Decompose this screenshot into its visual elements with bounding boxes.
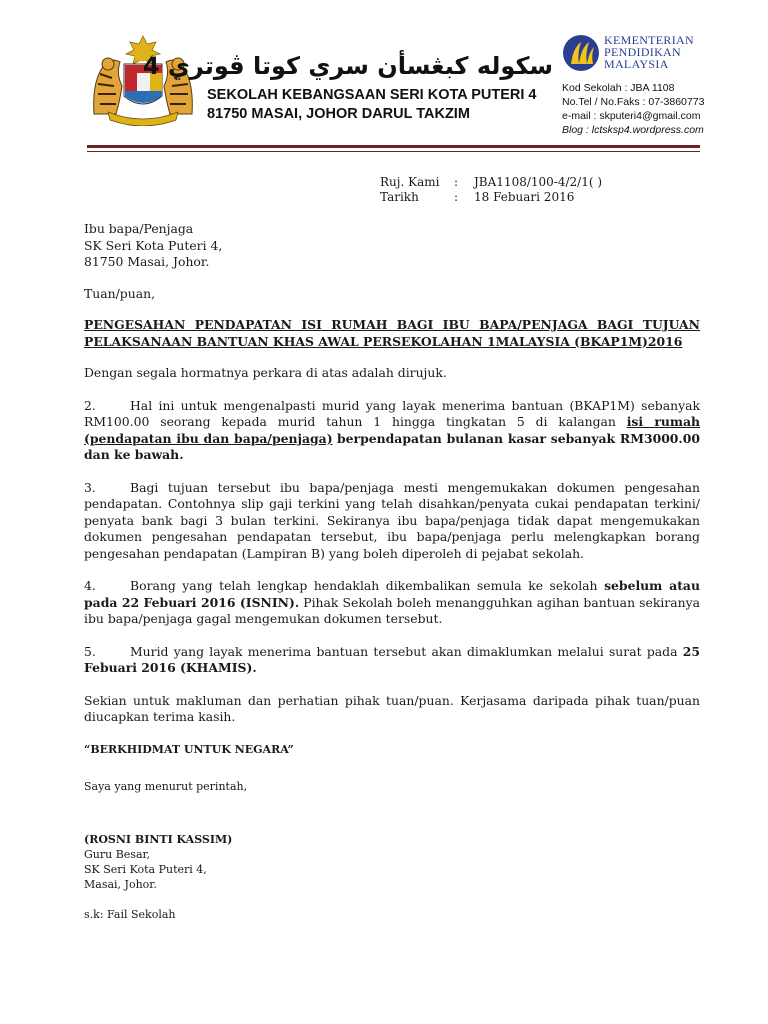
ministry-name [604,34,694,70]
blog-url: Blog : lctsksp4.wordpress.com [562,124,704,136]
paragraph-3 [84,480,700,563]
phone-fax: No.Tel / No.Faks : 07-3860773 [562,96,705,108]
date-label: Tarikh [380,190,419,204]
paragraph-text: Borang yang telah lengkap hendaklah dikembalikan semula ke sekolah [130,578,598,593]
letterhead-divider-thin [87,151,700,152]
kpm-logo-icon [562,34,600,72]
paragraph-4 [84,578,700,628]
reference-number: JBA1108/100-4/2/1( ) [474,175,603,189]
paragraph-text: Bagi tujuan tersebut ibu bapa/penjaga mesti mengemukakan dokumen pengesahan pendapatan. Contohnya slip gaji terkini yang telah disahkan/penyata cukai pendapatan terkini/ penyata bank bagi 3 bulan terkini. Sekiranya ibu bapa/penjaga tidak dapat mengemukakan dokumen pengesahan pendapatan tersebut, ibu bapa/penjaga perlu melengkapkan borang pengesahan pendapatan (Lampiran B) yang boleh diperoleh di pejabat sekolah. [84,479,700,561]
paragraph-text: Pihak Sekolah boleh menangguhkan agihan bantuan sekiranya ibu bapa/penjaga gagal mengemukan dokumen tersebut. [84,594,700,626]
paragraph-2 [84,398,700,464]
recipient-address [84,221,700,271]
ministry-line-2: PENDIDIKAN [604,45,681,59]
date-separator: : [454,190,459,204]
recipient-line: SK Seri Kota Puteri 4, [84,237,223,253]
malaysia-coat-of-arms-icon [86,34,200,126]
school-code: Kod Sekolah : JBA 1108 [562,82,675,94]
recipient-line: 81750 Masai, Johor. [84,254,210,269]
signer-name: (ROSNI BINTI KASSIM) [84,833,233,846]
school-contact-block [562,81,704,137]
school-address: 81750 MASAI, JOHOR DARUL TAKZIM [207,106,470,122]
school-name-jawi: سکوله کبڠسأن سري کوتا ڤوتري 4 [142,52,553,80]
email: e-mail : skputeri4@gmail.com [562,110,701,122]
recipient-line: Ibu bapa/Penjaga [84,221,194,236]
paragraph-emphasis: isi rumah (pendapatan ibu dan bapa/penjaga) [84,414,701,446]
reference-label: Ruj. Kami [380,175,440,189]
closing-phrase: Saya yang menurut perintah, [84,780,248,793]
paragraph-5 [84,644,700,677]
signer-title: Guru Besar, [84,848,151,861]
ministry-line-3: MALAYSIA [604,57,669,71]
letter-subject: PENGESAHAN PENDAPATAN ISI RUMAH BAGI IBU BAPA/PENJAGA BAGI TUJUAN PELAKSANAAN BANTUAN KHAS AWAL PERSEKOLAHAN 1MALAYSIA (BKAP1M)2016 [84,317,700,349]
paragraph-date: 25 Febuari 2016 (KHAMIS). [84,643,700,675]
signer-school: SK Seri Kota Puteri 4, [84,863,207,876]
motto: “BERKHIDMAT UNTUK NEGARA” [84,742,294,756]
copy-to: s.k: Fail Sekolah [84,908,176,921]
letterhead-divider [87,145,700,148]
ministry-line-1: KEMENTERIAN [604,33,694,47]
closing-paragraph: Sekian untuk makluman dan perhatian pihak tuan/puan. Kerjasama daripada pihak tuan/puan diucapkan terima kasih. [84,692,700,724]
school-name: SEKOLAH KEBANGSAAN SERI KOTA PUTERI 4 [207,87,537,103]
paragraph-deadline: sebelum atau pada 22 Febuari 2016 (ISNIN). [84,578,700,610]
paragraph-number: 2. [84,397,96,413]
paragraph-number: 3. [84,479,96,495]
reference-block [380,175,602,205]
paragraph-text: Murid yang layak menerima bantuan tersebut akan dimaklumkan melalui surat pada [130,643,678,659]
signature-block [84,832,700,892]
letter-date: 18 Febuari 2016 [474,190,575,204]
letter-body [84,221,700,922]
signer-location: Masai, Johor. [84,878,157,891]
paragraph-text: Hal ini untuk mengenalpasti murid yang layak menerima bantuan (BKAP1M) sebanyak RM100.00 seorang kepada murid tahun 1 hingga tingkatan 5 di kalangan [84,397,700,429]
paragraph-number: 5. [84,643,96,659]
salutation: Tuan/puan, [84,285,156,301]
intro-paragraph: Dengan segala hormatnya perkara di atas adalah dirujuk. [84,365,447,380]
reference-separator: : [454,175,459,189]
paragraph-number: 4. [84,578,96,593]
paragraph-emphasis-bold: berpendapatan bulanan kasar sebanyak RM3000.00 dan ke bawah. [84,430,700,462]
